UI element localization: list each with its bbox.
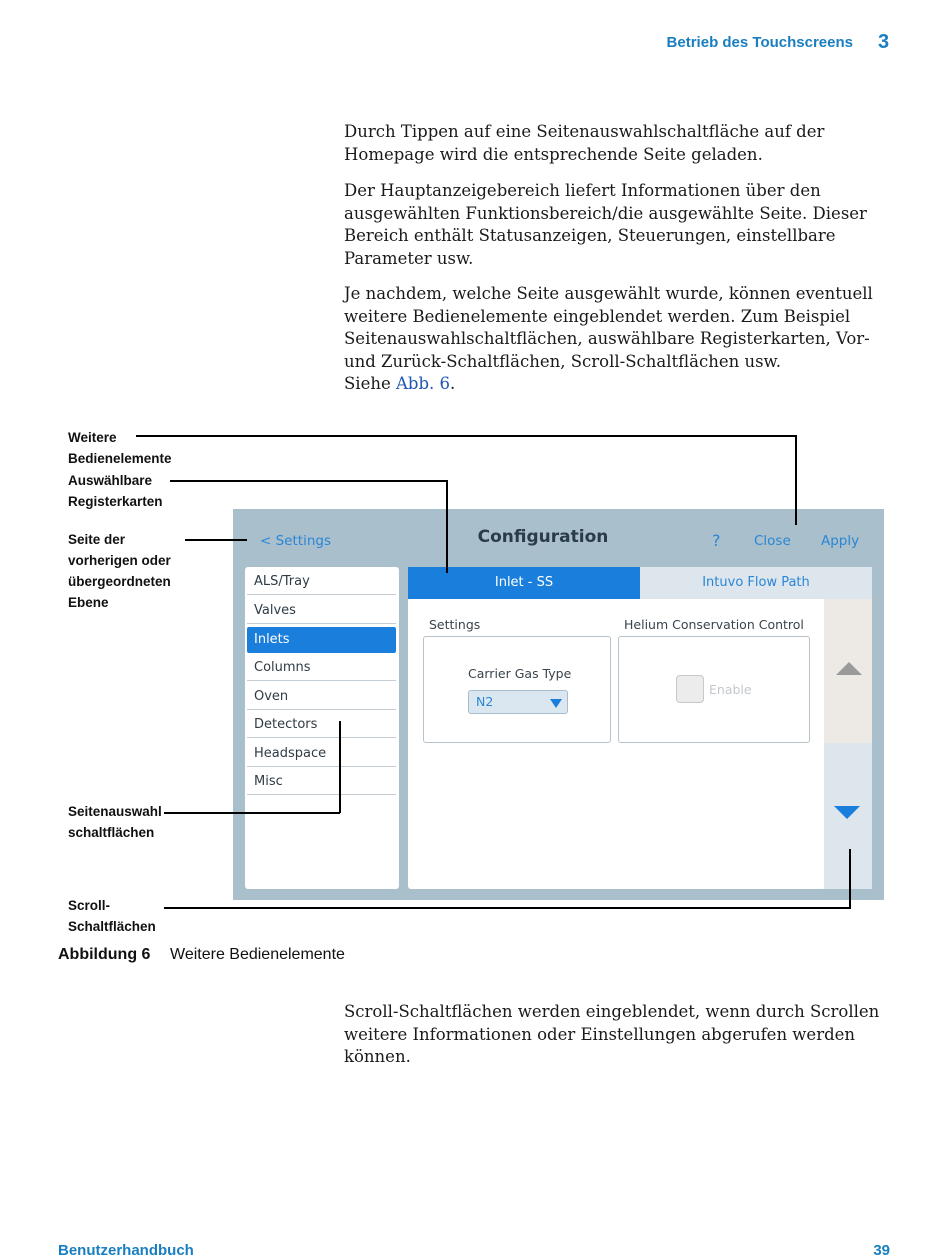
callout-line: Scroll- — [68, 898, 111, 913]
footer-manual-title: Benutzerhandbuch — [58, 1242, 194, 1259]
paragraph-3-text: Je nachdem, welche Seite ausgewählt wurde, können eventuell weitere Bedienelemente eingeblendet werden. Zum Beispiel Seitenauswahlschaltflächen, auswählbare Registerkarten, Vor- und Zurück-Schaltflächen, Scroll-Schaltflächen usw. — [344, 284, 873, 371]
arrow-down-icon — [834, 806, 860, 819]
settings-group-label: Settings — [429, 617, 481, 632]
callout-line: Auswählbare — [68, 473, 153, 488]
enable-label: Enable — [709, 682, 752, 697]
leader-line — [164, 907, 851, 909]
chapter-number: 3 — [878, 31, 890, 53]
figure-caption-label: Abbildung 6 — [58, 946, 151, 963]
leader-line — [170, 480, 447, 482]
sidebar-item-valves[interactable]: Valves — [247, 598, 396, 624]
carrier-gas-label: Carrier Gas Type — [468, 666, 572, 681]
callout-line: Registerkarten — [68, 494, 163, 509]
helium-group-label: Helium Conservation Control — [624, 617, 804, 632]
period: . — [450, 374, 456, 393]
enable-checkbox[interactable] — [676, 675, 704, 703]
callout-line: Seite der — [68, 532, 126, 547]
callout-line: Ebene — [68, 595, 109, 610]
paragraph-2: Der Hauptanzeigebereich liefert Informationen über den ausgewählten Funktionsbereich/die ausgewählte Seite. Dieser Bereich enthält Statusanzeigen, Steuerungen, einstellbare Parameter usw. — [344, 181, 867, 268]
leader-line — [446, 480, 448, 573]
callout-scroll — [68, 895, 156, 937]
leader-line — [185, 539, 247, 541]
sidebar-item-oven[interactable]: Oven — [247, 684, 396, 710]
figure-link[interactable]: Abb. 6 — [396, 374, 451, 393]
callout-weitere-bedienelemente — [68, 427, 172, 469]
tab-inlet-ss[interactable]: Inlet - SS — [408, 567, 640, 599]
paragraph-1: Durch Tippen auf eine Seitenauswahlschaltfläche auf der Homepage wird die entsprechende Seite geladen. — [344, 122, 825, 164]
carrier-gas-value: N2 — [476, 694, 494, 709]
callout-line: Weitere — [68, 430, 117, 445]
see-text: Siehe — [344, 374, 391, 393]
config-screenshot — [233, 509, 884, 900]
leader-line — [339, 721, 341, 813]
page-selection-sidebar — [245, 567, 399, 889]
callout-vorherige-ebene — [68, 529, 171, 613]
helium-group-box — [618, 636, 810, 743]
leader-line — [849, 849, 851, 908]
running-header-title: Betrieb des Touchscreens — [666, 34, 853, 51]
screen-title: Configuration — [477, 527, 609, 547]
callout-seitenauswahl — [68, 801, 162, 843]
callout-line: übergeordneten — [68, 574, 171, 589]
callout-registerkarten — [68, 470, 163, 512]
paragraph-3 — [344, 283, 884, 396]
carrier-gas-select[interactable] — [468, 690, 568, 714]
leader-line — [136, 435, 796, 437]
sidebar-item-als-tray[interactable]: ALS/Tray — [247, 569, 396, 595]
figure-caption-text: Weitere Bedienelemente — [170, 946, 345, 963]
leader-line — [795, 435, 797, 525]
help-button[interactable]: ? — [712, 531, 721, 550]
chevron-down-icon — [550, 699, 562, 708]
close-button[interactable]: Close — [754, 533, 791, 549]
scroll-up-button[interactable] — [824, 599, 872, 743]
main-display-area — [408, 567, 872, 889]
sidebar-item-columns[interactable]: Columns — [247, 655, 396, 681]
scroll-down-button[interactable] — [824, 743, 872, 889]
leader-line — [164, 812, 340, 814]
sidebar-item-misc[interactable]: Misc — [247, 769, 396, 795]
back-settings-button[interactable]: < Settings — [260, 533, 331, 549]
sidebar-item-inlets[interactable]: Inlets — [247, 627, 396, 653]
arrow-up-icon — [836, 662, 862, 675]
sidebar-item-headspace[interactable]: Headspace — [247, 741, 396, 767]
sidebar-item-detectors[interactable]: Detectors — [247, 712, 396, 738]
paragraph-4: Scroll-Schaltflächen werden eingeblendet, wenn durch Scrollen weitere Informationen oder Einstellungen abgerufen werden können. — [344, 1002, 880, 1066]
callout-line: Schaltflächen — [68, 919, 156, 934]
callout-line: vorherigen oder — [68, 553, 171, 568]
callout-line: Bedienelemente — [68, 451, 172, 466]
tab-intuvo-flow-path[interactable]: Intuvo Flow Path — [640, 567, 872, 599]
page-number: 39 — [873, 1242, 890, 1259]
settings-group-box — [423, 636, 611, 743]
callout-line: schaltflächen — [68, 825, 155, 840]
apply-button[interactable]: Apply — [821, 533, 860, 549]
callout-line: Seitenauswahl — [68, 804, 162, 819]
